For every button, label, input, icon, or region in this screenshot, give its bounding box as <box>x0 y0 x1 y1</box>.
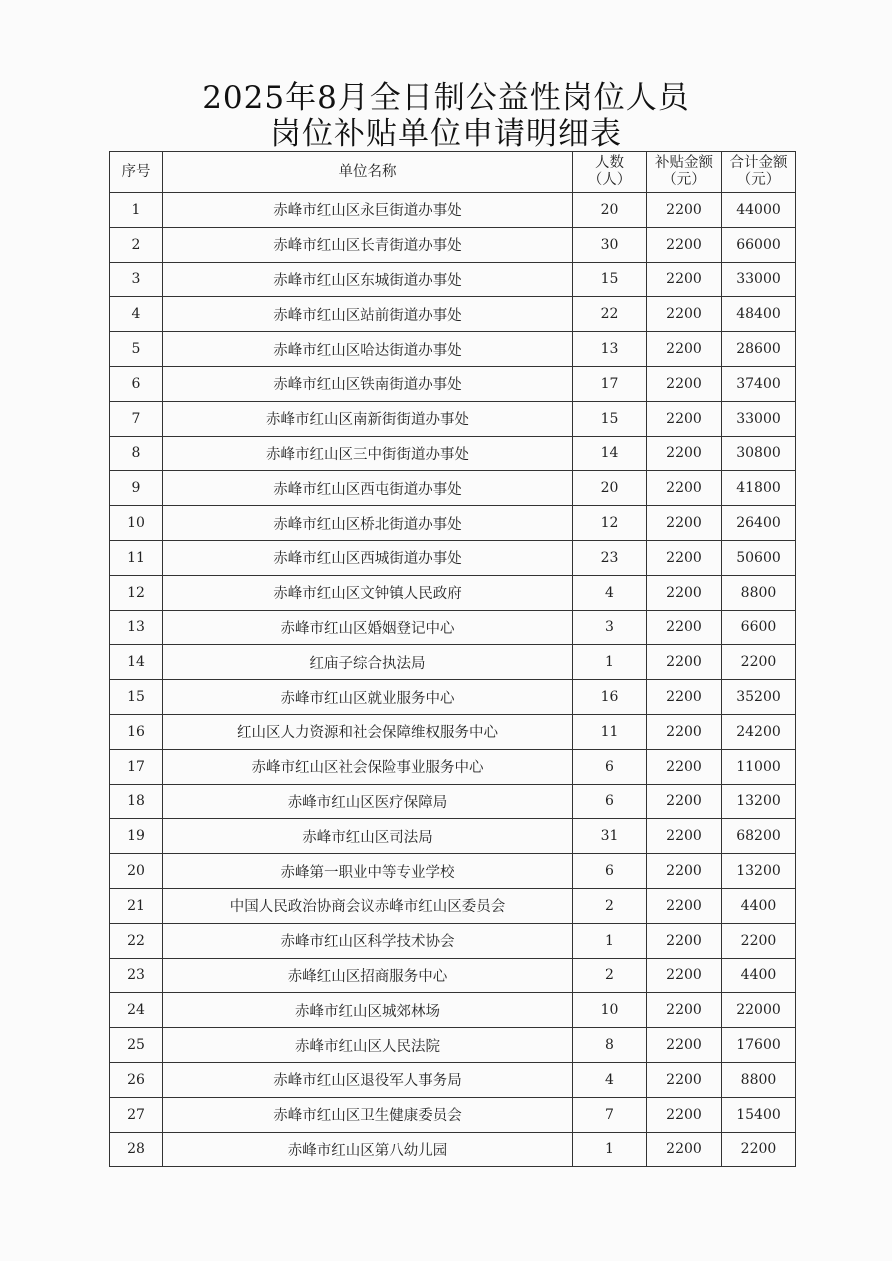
cell-unit-name: 赤峰市红山区文钟镇人民政府 <box>163 575 573 610</box>
document-title-line1: 2025年8月全日制公益性岗位人员 <box>202 80 690 116</box>
table-row <box>110 332 796 367</box>
cell-count: 3 <box>573 610 647 645</box>
cell-unit-name: 赤峰市红山区永巨街道办事处 <box>163 193 573 228</box>
header-total <box>722 152 796 193</box>
cell-count: 30 <box>573 227 647 262</box>
cell-unit-name: 赤峰市红山区科学技术协会 <box>163 923 573 958</box>
cell-subsidy: 2200 <box>647 366 722 401</box>
cell-unit-name: 红山区人力资源和社会保障维权服务中心 <box>163 714 573 749</box>
table-row <box>110 714 796 749</box>
cell-subsidy: 2200 <box>647 401 722 436</box>
cell-count: 16 <box>573 680 647 715</box>
cell-subsidy: 2200 <box>647 540 722 575</box>
cell-count: 8 <box>573 1028 647 1063</box>
table-row <box>110 749 796 784</box>
table-row <box>110 784 796 819</box>
cell-count: 2 <box>573 888 647 923</box>
table-row <box>110 610 796 645</box>
cell-total: 28600 <box>722 332 796 367</box>
header-subsidy-line2: （元） <box>662 172 706 188</box>
cell-seq: 26 <box>110 1062 163 1097</box>
cell-count: 12 <box>573 506 647 541</box>
table-row <box>110 1062 796 1097</box>
cell-seq: 2 <box>110 227 163 262</box>
cell-count: 22 <box>573 297 647 332</box>
cell-count: 2 <box>573 958 647 993</box>
cell-seq: 17 <box>110 749 163 784</box>
table-row <box>110 436 796 471</box>
cell-unit-name: 赤峰市红山区城郊林场 <box>163 993 573 1028</box>
cell-count: 1 <box>573 1132 647 1167</box>
cell-unit-name: 赤峰市红山区铁南街道办事处 <box>163 366 573 401</box>
header-total-line2: （元） <box>736 172 781 188</box>
cell-subsidy: 2200 <box>647 958 722 993</box>
table-row <box>110 297 796 332</box>
cell-total: 2200 <box>722 645 796 680</box>
table-header-row <box>110 152 796 193</box>
cell-total: 11000 <box>722 749 796 784</box>
cell-total: 33000 <box>722 401 796 436</box>
cell-seq: 12 <box>110 575 163 610</box>
cell-count: 1 <box>573 645 647 680</box>
cell-seq: 20 <box>110 854 163 889</box>
cell-count: 7 <box>573 1097 647 1132</box>
cell-seq: 14 <box>110 645 163 680</box>
cell-total: 13200 <box>722 784 796 819</box>
table-body <box>110 193 796 1167</box>
cell-seq: 9 <box>110 471 163 506</box>
cell-unit-name: 红庙子综合执法局 <box>163 645 573 680</box>
cell-subsidy: 2200 <box>647 262 722 297</box>
cell-subsidy: 2200 <box>647 610 722 645</box>
cell-subsidy: 2200 <box>647 680 722 715</box>
cell-subsidy: 2200 <box>647 888 722 923</box>
cell-total: 24200 <box>722 714 796 749</box>
cell-total: 4400 <box>722 958 796 993</box>
table-row <box>110 193 796 228</box>
cell-unit-name: 赤峰市红山区第八幼儿园 <box>163 1132 573 1167</box>
table-row <box>110 993 796 1028</box>
cell-subsidy: 2200 <box>647 645 722 680</box>
cell-seq: 27 <box>110 1097 163 1132</box>
cell-count: 1 <box>573 923 647 958</box>
table-row <box>110 227 796 262</box>
cell-seq: 1 <box>110 193 163 228</box>
header-count <box>573 152 647 193</box>
cell-subsidy: 2200 <box>647 193 722 228</box>
cell-unit-name: 赤峰市红山区西屯街道办事处 <box>163 471 573 506</box>
cell-unit-name: 赤峰市红山区西城街道办事处 <box>163 540 573 575</box>
cell-subsidy: 2200 <box>647 923 722 958</box>
cell-subsidy: 2200 <box>647 575 722 610</box>
cell-unit-name: 赤峰市红山区桥北街道办事处 <box>163 506 573 541</box>
cell-subsidy: 2200 <box>647 714 722 749</box>
cell-seq: 23 <box>110 958 163 993</box>
header-total-line1: 合计金额 <box>729 155 788 171</box>
table-row <box>110 506 796 541</box>
cell-subsidy: 2200 <box>647 227 722 262</box>
cell-seq: 16 <box>110 714 163 749</box>
header-count-line2: （人） <box>587 172 632 188</box>
cell-total: 48400 <box>722 297 796 332</box>
cell-total: 22000 <box>722 993 796 1028</box>
cell-subsidy: 2200 <box>647 297 722 332</box>
cell-seq: 7 <box>110 401 163 436</box>
cell-count: 31 <box>573 819 647 854</box>
cell-total: 41800 <box>722 471 796 506</box>
cell-subsidy: 2200 <box>647 1028 722 1063</box>
cell-unit-name: 赤峰市红山区哈达街道办事处 <box>163 332 573 367</box>
cell-unit-name: 赤峰市红山区南新街街道办事处 <box>163 401 573 436</box>
cell-count: 14 <box>573 436 647 471</box>
header-subsidy-line1: 补贴金额 <box>655 155 713 171</box>
header-subsidy <box>647 152 722 193</box>
cell-count: 6 <box>573 854 647 889</box>
cell-unit-name: 赤峰市红山区婚姻登记中心 <box>163 610 573 645</box>
cell-total: 15400 <box>722 1097 796 1132</box>
table-row <box>110 958 796 993</box>
cell-total: 13200 <box>722 854 796 889</box>
cell-total: 50600 <box>722 540 796 575</box>
cell-unit-name: 赤峰市红山区医疗保障局 <box>163 784 573 819</box>
table-row <box>110 1028 796 1063</box>
table-row <box>110 1132 796 1167</box>
cell-unit-name: 赤峰市红山区长青街道办事处 <box>163 227 573 262</box>
cell-unit-name: 赤峰市红山区退役军人事务局 <box>163 1062 573 1097</box>
cell-subsidy: 2200 <box>647 436 722 471</box>
cell-unit-name: 赤峰市红山区社会保险事业服务中心 <box>163 749 573 784</box>
cell-count: 4 <box>573 1062 647 1097</box>
cell-count: 13 <box>573 332 647 367</box>
header-seq: 序号 <box>110 152 163 193</box>
cell-seq: 3 <box>110 262 163 297</box>
cell-unit-name: 赤峰市红山区就业服务中心 <box>163 680 573 715</box>
cell-unit-name: 中国人民政治协商会议赤峰市红山区委员会 <box>163 888 573 923</box>
cell-count: 6 <box>573 749 647 784</box>
cell-seq: 10 <box>110 506 163 541</box>
cell-seq: 15 <box>110 680 163 715</box>
cell-seq: 24 <box>110 993 163 1028</box>
cell-unit-name: 赤峰市红山区卫生健康委员会 <box>163 1097 573 1132</box>
cell-seq: 5 <box>110 332 163 367</box>
cell-subsidy: 2200 <box>647 1097 722 1132</box>
table-row <box>110 923 796 958</box>
cell-unit-name: 赤峰红山区招商服务中心 <box>163 958 573 993</box>
table-row <box>110 1097 796 1132</box>
cell-total: 4400 <box>722 888 796 923</box>
cell-total: 44000 <box>722 193 796 228</box>
cell-unit-name: 赤峰市红山区人民法院 <box>163 1028 573 1063</box>
cell-count: 23 <box>573 540 647 575</box>
cell-total: 35200 <box>722 680 796 715</box>
cell-subsidy: 2200 <box>647 993 722 1028</box>
table-row <box>110 854 796 889</box>
cell-subsidy: 2200 <box>647 1062 722 1097</box>
table-row <box>110 401 796 436</box>
cell-total: 6600 <box>722 610 796 645</box>
table-row <box>110 540 796 575</box>
cell-subsidy: 2200 <box>647 749 722 784</box>
table-row <box>110 888 796 923</box>
cell-total: 2200 <box>722 923 796 958</box>
cell-total: 2200 <box>722 1132 796 1167</box>
table-row <box>110 680 796 715</box>
cell-total: 37400 <box>722 366 796 401</box>
cell-count: 15 <box>573 401 647 436</box>
cell-seq: 19 <box>110 819 163 854</box>
cell-subsidy: 2200 <box>647 854 722 889</box>
cell-unit-name: 赤峰第一职业中等专业学校 <box>163 854 573 889</box>
table-row <box>110 575 796 610</box>
cell-count: 15 <box>573 262 647 297</box>
table-row <box>110 645 796 680</box>
header-unit-name: 单位名称 <box>163 152 573 193</box>
cell-count: 17 <box>573 366 647 401</box>
cell-seq: 28 <box>110 1132 163 1167</box>
cell-seq: 18 <box>110 784 163 819</box>
cell-unit-name: 赤峰市红山区三中街街道办事处 <box>163 436 573 471</box>
document-title-line2: 岗位补贴单位申请明细表 <box>270 116 622 152</box>
cell-total: 33000 <box>722 262 796 297</box>
cell-count: 4 <box>573 575 647 610</box>
cell-count: 6 <box>573 784 647 819</box>
table-row <box>110 819 796 854</box>
cell-seq: 13 <box>110 610 163 645</box>
cell-subsidy: 2200 <box>647 784 722 819</box>
cell-seq: 11 <box>110 540 163 575</box>
cell-count: 20 <box>573 193 647 228</box>
cell-count: 20 <box>573 471 647 506</box>
cell-subsidy: 2200 <box>647 819 722 854</box>
cell-seq: 6 <box>110 366 163 401</box>
cell-subsidy: 2200 <box>647 1132 722 1167</box>
cell-total: 8800 <box>722 575 796 610</box>
cell-total: 68200 <box>722 819 796 854</box>
subsidy-table <box>109 151 796 1167</box>
cell-unit-name: 赤峰市红山区司法局 <box>163 819 573 854</box>
cell-seq: 21 <box>110 888 163 923</box>
cell-count: 11 <box>573 714 647 749</box>
cell-count: 10 <box>573 993 647 1028</box>
cell-subsidy: 2200 <box>647 332 722 367</box>
cell-total: 17600 <box>722 1028 796 1063</box>
header-count-line1: 人数 <box>595 155 624 171</box>
cell-seq: 22 <box>110 923 163 958</box>
cell-total: 66000 <box>722 227 796 262</box>
cell-subsidy: 2200 <box>647 506 722 541</box>
cell-seq: 4 <box>110 297 163 332</box>
table-row <box>110 366 796 401</box>
cell-total: 8800 <box>722 1062 796 1097</box>
cell-total: 30800 <box>722 436 796 471</box>
cell-unit-name: 赤峰市红山区东城街道办事处 <box>163 262 573 297</box>
cell-total: 26400 <box>722 506 796 541</box>
cell-seq: 25 <box>110 1028 163 1063</box>
cell-seq: 8 <box>110 436 163 471</box>
cell-subsidy: 2200 <box>647 471 722 506</box>
table-row <box>110 471 796 506</box>
table-row <box>110 262 796 297</box>
cell-unit-name: 赤峰市红山区站前街道办事处 <box>163 297 573 332</box>
